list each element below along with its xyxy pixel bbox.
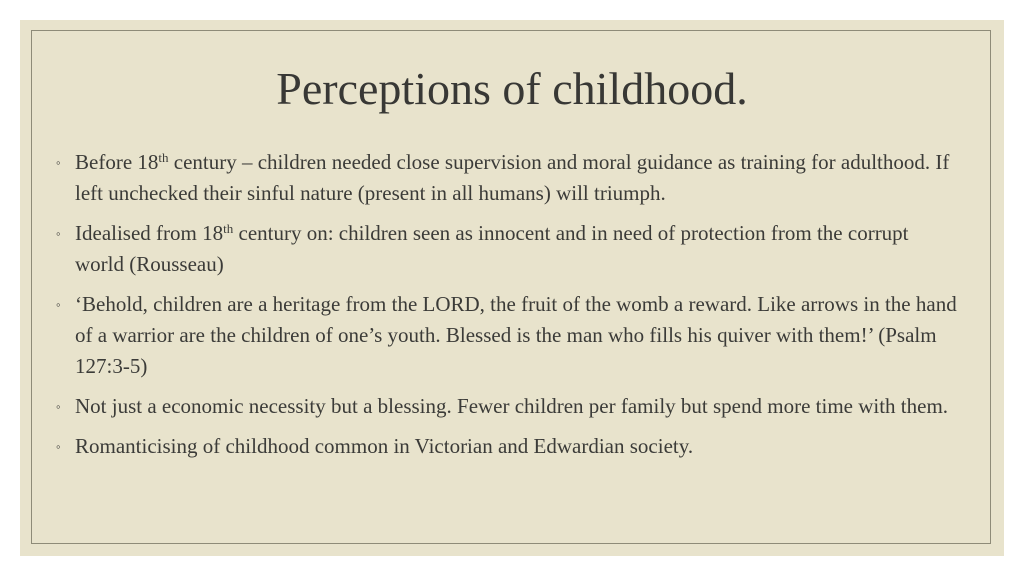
bullet-text-post: century on: children seen as innocent and in need of protection from the corrupt world (Rousseau) (75, 221, 909, 276)
bullet-item-2 (56, 218, 961, 280)
bullet-circle-icon: ◦ (56, 439, 61, 454)
slide (20, 20, 1004, 556)
bullet-circle-icon: ◦ (56, 155, 61, 170)
bullet-text: ‘Behold, children are a heritage from the LORD, the fruit of the womb a reward. Like arrows in the hand of a warrior are the children of one’s youth. Blessed is the man who fills his quiver with them!’ (Psalm 127:3-5) (75, 292, 957, 378)
bullet-item-5 (56, 431, 961, 462)
bullet-superscript: th (223, 221, 234, 236)
bullet-text-post: century – children needed close supervision and moral guidance as training for adulthood. If left unchecked their sinful nature (present in all humans) will triumph. (75, 150, 950, 205)
bullet-circle-icon: ◦ (56, 297, 61, 312)
bullet-item-3 (56, 289, 961, 382)
bullet-text-pre: Before 18 (75, 150, 159, 174)
slide-title: Perceptions of childhood. (276, 63, 748, 114)
bullet-text: Not just a economic necessity but a blessing. Fewer children per family but spend more time with them. (75, 394, 949, 418)
bullet-circle-icon: ◦ (56, 399, 61, 414)
bullet-item-4 (56, 391, 961, 422)
bullet-circle-icon: ◦ (56, 226, 61, 241)
bullet-text-pre: Idealised from 18 (75, 221, 224, 245)
bullet-item-1 (56, 147, 961, 209)
bullet-text: Romanticising of childhood common in Victorian and Edwardian society. (75, 434, 694, 458)
bullet-list (56, 147, 961, 471)
bullet-superscript: th (158, 150, 169, 165)
